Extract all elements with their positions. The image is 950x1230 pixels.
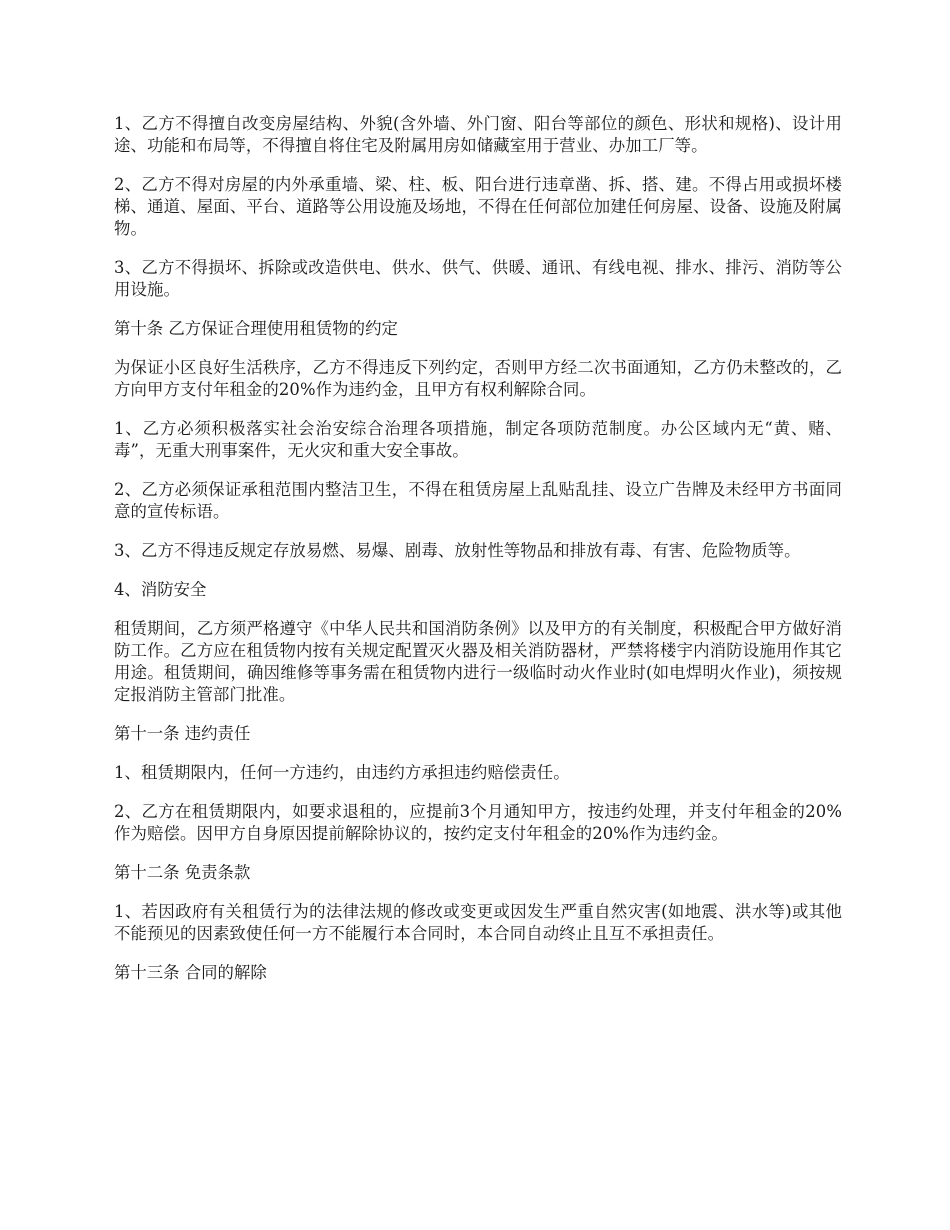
article-heading: 第十三条 合同的解除 bbox=[114, 963, 267, 982]
article-heading: 第十一条 违约责任 bbox=[114, 724, 251, 743]
clause-paragraph: 为保证小区良好生活秩序，乙方不得违反下列约定，否则甲方经二次书面通知，乙方仍未整改的，乙方向甲方支付年租金的20%作为违约金，且甲方有权利解除合同。 bbox=[114, 358, 842, 399]
clause-paragraph: 1、乙方不得擅自改变房屋结构、外貌(含外墙、外门窗、阳台等部位的颜色、形状和规格)、设计用途、功能和布局等，不得擅自将住宅及附属用房如储藏室用于营业、办加工厂等。 bbox=[114, 114, 842, 155]
document-page bbox=[114, 113, 842, 1001]
clause-paragraph: 1、租赁期限内，任何一方违约，由违约方承担违约赔偿责任。 bbox=[114, 763, 570, 782]
clause-paragraph: 2、乙方不得对房屋的内外承重墙、梁、柱、板、阳台进行违章凿、拆、搭、建。不得占用或损坏楼梯、通道、屋面、平台、道路等公用设施及场地，不得在任何部位加建任何房屋、设备、设施及附属物。 bbox=[114, 175, 842, 238]
clause-paragraph: 2、乙方在租赁期限内，如要求退租的，应提前3个月通知甲方，按违约处理，并支付年租金的20%作为赔偿。因甲方自身原因提前解除协议的，按约定支付年租金的20%作为违约金。 bbox=[114, 802, 842, 843]
clause-paragraph: 3、乙方不得损坏、拆除或改造供电、供水、供气、供暖、通讯、有线电视、排水、排污、消防等公用设施。 bbox=[114, 258, 842, 299]
article-heading: 第十二条 免责条款 bbox=[114, 863, 251, 882]
article-heading: 第十条 乙方保证合理使用租赁物的约定 bbox=[114, 319, 398, 338]
clause-paragraph: 1、乙方必须积极落实社会治安综合治理各项措施，制定各项防范制度。办公区域内无“黄、赌、毒”，无重大刑事案件，无火灾和重大安全事故。 bbox=[114, 419, 842, 460]
section-heading: 4、消防安全 bbox=[114, 580, 207, 599]
clause-paragraph: 租赁期间，乙方须严格遵守《中华人民共和国消防条例》以及甲方的有关制度，积极配合甲方做好消防工作。乙方应在租赁物内按有关规定配置灭火器及相关消防器材，严禁将楼宇内消防设施用作其它用途。租赁期间，确因维修等事务需在租赁物内进行一级临时动火作业时(如电焊明火作业)，须按规定报消防主管部门批准。 bbox=[114, 619, 842, 704]
clause-paragraph: 2、乙方必须保证承租范围内整洁卫生，不得在租赁房屋上乱贴乱挂、设立广告牌及未经甲方书面同意的宣传标语。 bbox=[114, 480, 842, 521]
clause-paragraph: 3、乙方不得违反规定存放易燃、易爆、剧毒、放射性等物品和排放有毒、有害、危险物质等。 bbox=[114, 541, 801, 560]
clause-paragraph: 1、若因政府有关租赁行为的法律法规的修改或变更或因发生严重自然灾害(如地震、洪水等)或其他不能预见的因素致使任何一方不能履行本合同时，本合同自动终止且互不承担责任。 bbox=[114, 902, 842, 943]
